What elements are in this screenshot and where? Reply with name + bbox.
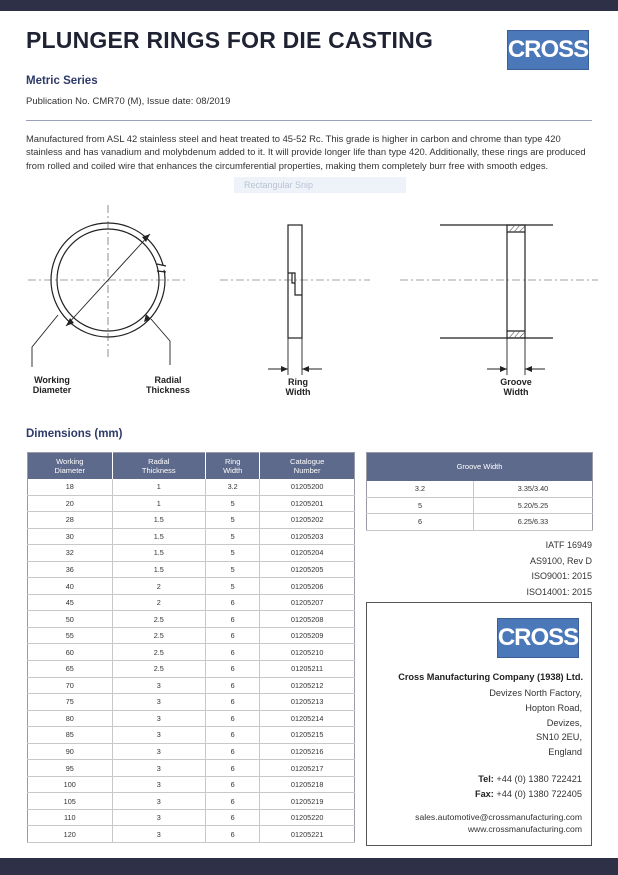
table-row bbox=[28, 512, 355, 529]
snip-overlay: Rectangular Snip bbox=[234, 177, 406, 193]
table-row bbox=[28, 528, 355, 545]
website-link[interactable]: www.crossmanufacturing.com bbox=[467, 823, 582, 834]
table-row bbox=[28, 644, 355, 661]
table-cell: 5 bbox=[206, 545, 260, 562]
table-cell: 2 bbox=[112, 594, 206, 611]
table-cell: 6 bbox=[206, 677, 260, 694]
table-cell: 01205209 bbox=[260, 627, 355, 644]
page-title: PLUNGER RINGS FOR DIE CASTING bbox=[26, 27, 434, 53]
table-cell: 3 bbox=[112, 760, 206, 777]
table-cell: 3 bbox=[112, 727, 206, 744]
table-row bbox=[28, 561, 355, 578]
table-row bbox=[28, 594, 355, 611]
table-cell: 3 bbox=[112, 710, 206, 727]
table-cell: 80 bbox=[28, 710, 113, 727]
table-cell: 1.5 bbox=[112, 512, 206, 529]
table-cell: 1.5 bbox=[112, 561, 206, 578]
table-cell: 01205211 bbox=[260, 661, 355, 678]
table-cell: 18 bbox=[28, 479, 113, 496]
working-diameter-label: Working Diameter bbox=[32, 375, 72, 395]
table-cell: 6 bbox=[206, 727, 260, 744]
table-row bbox=[28, 677, 355, 694]
table-cell: 100 bbox=[28, 776, 113, 793]
ring-width-label: Ring Width bbox=[285, 377, 311, 397]
email-link[interactable]: sales.automotive@crossmanufacturing.com bbox=[415, 812, 582, 822]
table-cell: 5 bbox=[206, 512, 260, 529]
table-cell: 01205213 bbox=[260, 694, 355, 711]
table-cell: 3.2 bbox=[206, 479, 260, 496]
table-cell: 6 bbox=[367, 514, 474, 531]
table-cell: 32 bbox=[28, 545, 113, 562]
top-bar bbox=[0, 0, 618, 11]
fax: Fax: +44 (0) 1380 722405 bbox=[474, 788, 582, 799]
table-row bbox=[28, 661, 355, 678]
table-cell: 6 bbox=[206, 611, 260, 628]
table-cell: 01205218 bbox=[260, 776, 355, 793]
table-cell: 65 bbox=[28, 661, 113, 678]
table-cell: 3 bbox=[112, 809, 206, 826]
cross-logo-contact: CROSS bbox=[497, 618, 579, 658]
table-cell: 3 bbox=[112, 826, 206, 843]
table-row bbox=[28, 809, 355, 826]
table-cell: 70 bbox=[28, 677, 113, 694]
table-cell: 01205210 bbox=[260, 644, 355, 661]
groove-width-label: Groove Width bbox=[500, 377, 532, 397]
table-cell: 2.5 bbox=[112, 627, 206, 644]
table-cell: 85 bbox=[28, 727, 113, 744]
table-cell: 45 bbox=[28, 594, 113, 611]
table-cell: 01205204 bbox=[260, 545, 355, 562]
table-cell: 6 bbox=[206, 743, 260, 760]
telephone: Tel: +44 (0) 1380 722421 bbox=[478, 774, 582, 784]
table-cell: 01205203 bbox=[260, 528, 355, 545]
table-cell: 3 bbox=[112, 677, 206, 694]
table-row bbox=[367, 497, 593, 514]
table-cell: 01205221 bbox=[260, 826, 355, 843]
table-row bbox=[367, 481, 593, 498]
column-header: Radial Thickness bbox=[112, 453, 206, 479]
table-cell: 1 bbox=[112, 479, 206, 496]
table-cell: 6 bbox=[206, 694, 260, 711]
table-row bbox=[28, 710, 355, 727]
series-heading: Metric Series bbox=[26, 75, 98, 87]
table-cell: 5.20/5.25 bbox=[474, 497, 593, 514]
table-row bbox=[28, 578, 355, 595]
table-cell: 01205200 bbox=[260, 479, 355, 496]
table-row bbox=[28, 694, 355, 711]
groove-table-header: Groove Width bbox=[367, 453, 593, 481]
table-cell: 6 bbox=[206, 710, 260, 727]
table-cell: 01205212 bbox=[260, 677, 355, 694]
table-cell: 01205205 bbox=[260, 561, 355, 578]
table-cell: 1.5 bbox=[112, 545, 206, 562]
table-cell: 01205201 bbox=[260, 495, 355, 512]
ring-diagram bbox=[20, 205, 600, 405]
table-cell: 55 bbox=[28, 627, 113, 644]
company-name: Cross Manufacturing Company (1938) Ltd. bbox=[398, 672, 583, 682]
table-cell: 2.5 bbox=[112, 661, 206, 678]
table-cell: 01205215 bbox=[260, 727, 355, 744]
dimensions-table bbox=[27, 452, 355, 843]
table-cell: 3 bbox=[112, 743, 206, 760]
table-cell: 6 bbox=[206, 644, 260, 661]
divider bbox=[26, 120, 592, 121]
table-cell: 6 bbox=[206, 776, 260, 793]
table-cell: 1.5 bbox=[112, 528, 206, 545]
table-cell: 110 bbox=[28, 809, 113, 826]
table-cell: 2 bbox=[112, 578, 206, 595]
table-cell: 28 bbox=[28, 512, 113, 529]
column-header: Catalogue Number bbox=[260, 453, 355, 479]
table-row bbox=[28, 611, 355, 628]
phone-block bbox=[420, 772, 582, 802]
certifications bbox=[470, 538, 592, 600]
table-cell: 3 bbox=[112, 694, 206, 711]
table-cell: 75 bbox=[28, 694, 113, 711]
table-cell: 30 bbox=[28, 528, 113, 545]
table-cell: 6 bbox=[206, 661, 260, 678]
intro-paragraph: Manufactured from ASL 42 stainless steel and heat treated to 45-52 Rc. This grade is higher in carbon and chrome than type 420 stainless and has vanadium and molybdenum added to it. It will provide longer life than type 420. Additionally, these rings are produced from rolled and coiled wire that enhances the circumferential properties, making them completely burr free with smooth edges. bbox=[26, 133, 586, 171]
table-row bbox=[28, 826, 355, 843]
table-cell: 6 bbox=[206, 826, 260, 843]
ring-side-view bbox=[288, 225, 302, 338]
table-cell: 6 bbox=[206, 809, 260, 826]
table-cell: 6 bbox=[206, 760, 260, 777]
radial-thickness-label: Radial Thickness bbox=[145, 375, 191, 395]
table-cell: 01205207 bbox=[260, 594, 355, 611]
table-cell: 36 bbox=[28, 561, 113, 578]
table-cell: 50 bbox=[28, 611, 113, 628]
table-cell: 01205208 bbox=[260, 611, 355, 628]
table-cell: 01205202 bbox=[260, 512, 355, 529]
table-cell: 01205214 bbox=[260, 710, 355, 727]
table-cell: 6 bbox=[206, 627, 260, 644]
cross-logo: CROSS bbox=[507, 30, 589, 70]
table-cell: 5 bbox=[206, 528, 260, 545]
table-cell: 3 bbox=[112, 793, 206, 810]
table-cell: 95 bbox=[28, 760, 113, 777]
table-cell: 6.25/6.33 bbox=[474, 514, 593, 531]
table-cell: 1 bbox=[112, 495, 206, 512]
cert-item: AS9100, Rev D bbox=[529, 555, 592, 566]
cert-item: IATF 16949 bbox=[545, 540, 592, 550]
table-cell: 5 bbox=[206, 495, 260, 512]
table-cell: 01205220 bbox=[260, 809, 355, 826]
table-cell: 3 bbox=[112, 776, 206, 793]
table-cell: 120 bbox=[28, 826, 113, 843]
cert-item: ISO14001: 2015 bbox=[526, 586, 592, 597]
column-header: Working Diameter bbox=[28, 453, 113, 479]
table-cell: 3.35/3.40 bbox=[474, 481, 593, 498]
table-row bbox=[28, 793, 355, 810]
table-cell: 5 bbox=[206, 578, 260, 595]
groove-width-table bbox=[366, 452, 593, 531]
table-row bbox=[28, 627, 355, 644]
cert-item: ISO9001: 2015 bbox=[531, 571, 592, 581]
bottom-bar bbox=[0, 858, 618, 875]
web-contacts bbox=[376, 812, 582, 835]
table-cell: 5 bbox=[367, 497, 474, 514]
table-row bbox=[367, 514, 593, 531]
table-row bbox=[28, 545, 355, 562]
groove-view bbox=[440, 225, 553, 338]
column-header: Ring Width bbox=[206, 453, 260, 479]
dimensions-heading: Dimensions (mm) bbox=[26, 428, 123, 440]
table-cell: 90 bbox=[28, 743, 113, 760]
table-cell: 2.5 bbox=[112, 611, 206, 628]
table-cell: 01205219 bbox=[260, 793, 355, 810]
table-cell: 5 bbox=[206, 561, 260, 578]
table-cell: 60 bbox=[28, 644, 113, 661]
table-cell: 6 bbox=[206, 793, 260, 810]
table-row bbox=[28, 760, 355, 777]
table-row bbox=[28, 743, 355, 760]
table-cell: 6 bbox=[206, 594, 260, 611]
table-cell: 2.5 bbox=[112, 644, 206, 661]
table-cell: 3.2 bbox=[367, 481, 474, 498]
table-cell: 01205216 bbox=[260, 743, 355, 760]
table-cell: 105 bbox=[28, 793, 113, 810]
table-cell: 40 bbox=[28, 578, 113, 595]
table-row bbox=[28, 727, 355, 744]
table-row bbox=[28, 495, 355, 512]
table-row bbox=[28, 479, 355, 496]
table-row bbox=[28, 776, 355, 793]
table-cell: 20 bbox=[28, 495, 113, 512]
table-cell: 01205217 bbox=[260, 760, 355, 777]
address: Devizes North Factory, Hopton Road, Devizes, SN10 2EU, England bbox=[489, 688, 582, 758]
publication-info: Publication No. CMR70 (M), Issue date: 08/2019 bbox=[26, 96, 231, 107]
table-cell: 01205206 bbox=[260, 578, 355, 595]
